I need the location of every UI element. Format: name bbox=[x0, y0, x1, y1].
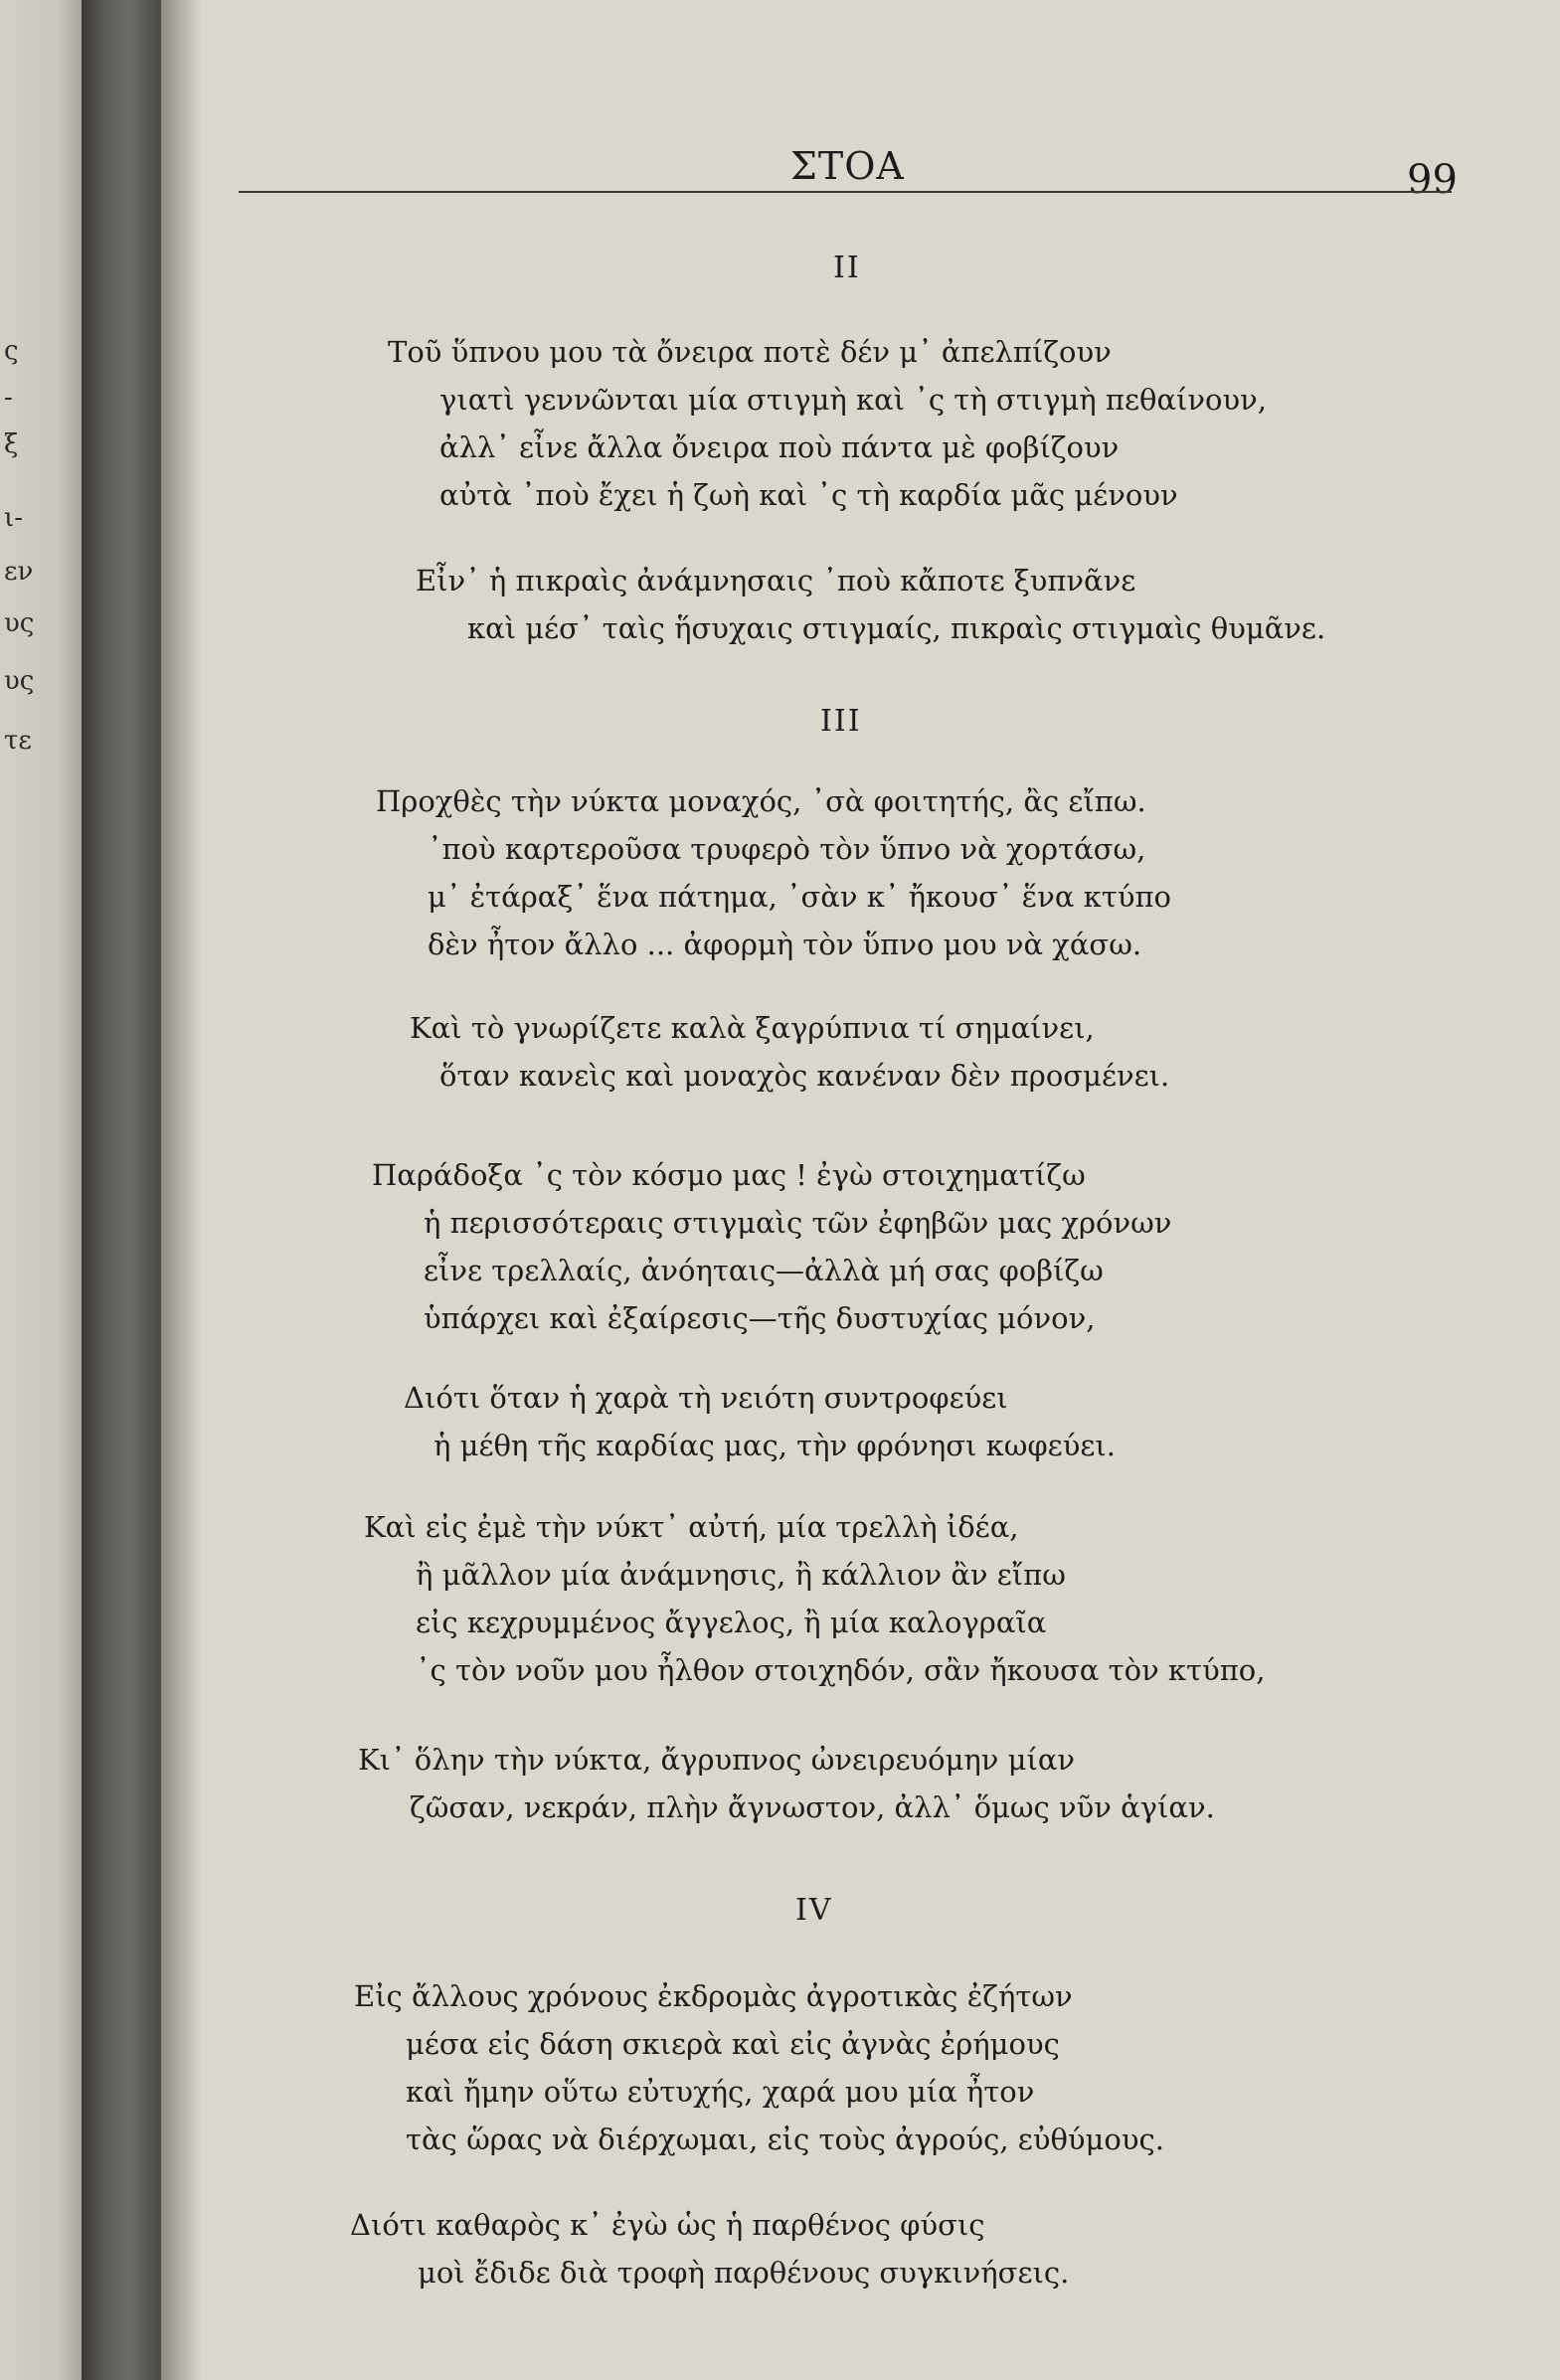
verse-line: Καὶ εἰς ἐμὲ τὴν νύκτ᾽ αὐτή, μία τρελλὴ ἰδέα, bbox=[364, 1510, 1019, 1544]
stanza bbox=[354, 1972, 1164, 2163]
verse-line: Καὶ τὸ γνωρίζετε καλὰ ξαγρύπνια τί σημαίνει, bbox=[410, 1011, 1095, 1045]
section-numeral: IV bbox=[795, 1893, 833, 1928]
running-title: ΣΤΟΑ bbox=[790, 144, 905, 188]
verse-line: ἡ περισσότεραις στιγμαὶς τῶν ἐφηβῶν μας χρόνων bbox=[424, 1206, 1172, 1240]
verse-line: τὰς ὥρας νὰ διέρχωμαι, εἰς τοὺς ἀγρούς, εὐθύμους. bbox=[406, 2123, 1164, 2156]
margin-fragment: ξ bbox=[4, 429, 19, 459]
stanza bbox=[404, 1374, 1116, 1469]
section-numeral: II bbox=[833, 251, 861, 285]
margin-fragment: ς bbox=[4, 336, 19, 366]
verse-line: ζῶσαν, νεκράν, πλὴν ἄγνωστον, ἀλλ᾽ ὅμως νῦν ἁγίαν. bbox=[410, 1790, 1215, 1824]
verse-line: Προχθὲς τὴν νύκτα μοναχός, ᾽σὰ φοιτητής, ἂς εἴπω. bbox=[376, 784, 1146, 818]
verse-line: Παράδοξα ᾽ς τὸν κόσμο μας ! ἐγὼ στοιχηματίζω bbox=[372, 1158, 1086, 1192]
stanza bbox=[364, 1503, 1265, 1694]
stanza bbox=[358, 1736, 1215, 1831]
margin-fragment: υς bbox=[4, 666, 35, 696]
verse-line: Εἰς ἄλλους χρόνους ἐκδρομὰς ἀγροτικὰς ἐζήτων bbox=[354, 1979, 1073, 2013]
verse-line: καὶ μέσ᾽ ταὶς ἥσυχαις στιγμαίς, πικραὶς στιγμαὶς θυμᾶνε. bbox=[467, 611, 1326, 645]
verse-line: ᾽ποὺ καρτεροῦσα τρυφερὸ τὸν ὕπνο νὰ χορτάσω, bbox=[428, 832, 1146, 866]
stanza bbox=[376, 777, 1171, 968]
verse-line: Τοῦ ὕπνου μου τὰ ὄνειρα ποτὲ δέν μ᾽ ἀπελπίζουν bbox=[388, 335, 1112, 369]
verse-line: Εἶν᾽ ἡ πικραὶς ἀνάμνησαις ᾽ποὺ κἄποτε ξυπνᾶνε bbox=[416, 564, 1136, 597]
margin-fragment: ι- bbox=[4, 503, 23, 533]
verse-line: μοὶ ἔδιδε διὰ τροφὴ παρθένους συγκινήσεις. bbox=[418, 2256, 1070, 2290]
section-numeral: III bbox=[820, 704, 862, 739]
verse-line: Διότι ὅταν ἡ χαρὰ τὴ νειότη συντροφεύει bbox=[404, 1381, 1008, 1415]
verse-line: ἡ μέθη τῆς καρδίας μας, τὴν φρόνησι κωφεύει. bbox=[433, 1429, 1116, 1462]
page-number: 99 bbox=[1407, 157, 1458, 203]
verse-line: ὅταν κανεὶς καὶ μοναχὸς κανέναν δὲν προσμένει. bbox=[439, 1059, 1170, 1093]
verse-line: δὲν ἦτον ἄλλο ... ἀφορμὴ τὸν ὕπνο μου νὰ χάσω. bbox=[428, 928, 1142, 961]
verse-line: ἢ μᾶλλον μία ἀνάμνησις, ἢ κάλλιον ἂν εἴπω bbox=[416, 1558, 1066, 1592]
header-rule bbox=[239, 191, 1452, 193]
gutter-shadow bbox=[161, 0, 201, 2380]
stanza bbox=[416, 557, 1325, 652]
verse-line: μ᾽ ἐτάραξ᾽ ἕνα πάτημα, ᾽σὰν κ᾽ ἤκουσ᾽ ἕνα κτύπο bbox=[428, 880, 1171, 914]
margin-fragment: υς bbox=[4, 608, 35, 638]
margin-fragment: - bbox=[4, 383, 13, 413]
stanza bbox=[372, 1151, 1171, 1342]
verse-line: ἀλλ᾽ εἶνε ἄλλα ὄνειρα ποὺ πάντα μὲ φοβίζουν bbox=[439, 430, 1120, 464]
margin-fragment: εν bbox=[4, 557, 34, 587]
book-gutter bbox=[82, 0, 161, 2380]
stanza bbox=[388, 328, 1267, 519]
stanza bbox=[410, 1004, 1169, 1100]
stanza bbox=[350, 2201, 1069, 2296]
verse-line: ὑπάρχει καὶ ἐξαίρεσις—τῆς δυστυχίας μόνον, bbox=[424, 1301, 1096, 1335]
verse-line: Κι᾽ ὅλην τὴν νύκτα, ἄγρυπνος ὠνειρευόμην μίαν bbox=[358, 1743, 1076, 1777]
margin-fragment: τε bbox=[4, 726, 32, 756]
verse-line: εἶνε τρελλαίς, ἀνόηταις—ἀλλὰ μή σας φοβίζω bbox=[424, 1254, 1104, 1287]
verse-line: μέσα εἰς δάση σκιερὰ καὶ εἰς ἀγνὰς ἐρήμους bbox=[406, 2027, 1060, 2061]
verse-line: ᾽ς τὸν νοῦν μου ἦλθον στοιχηδόν, σἂν ἤκουσα τὸν κτύπο, bbox=[416, 1653, 1266, 1687]
verse-line: γιατὶ γεννῶνται μία στιγμὴ καὶ ᾽ς τὴ στιγμὴ πεθαίνουν, bbox=[439, 383, 1267, 417]
facing-page-edge bbox=[0, 0, 82, 2380]
verse-line: αὐτὰ ᾽ποὺ ἔχει ἡ ζωὴ καὶ ᾽ς τὴ καρδία μᾶς μένουν bbox=[439, 478, 1178, 512]
verse-line: καὶ ἤμην οὕτω εὐτυχής, χαρά μου μία ἦτον bbox=[406, 2075, 1035, 2109]
verse-line: εἰς κεχρυμμένος ἄγγελος, ἢ μία καλογραῖα bbox=[416, 1606, 1047, 1639]
verse-line: Διότι καθαρὸς κ᾽ ἐγὼ ὡς ἡ παρθένος φύσις bbox=[350, 2208, 985, 2242]
